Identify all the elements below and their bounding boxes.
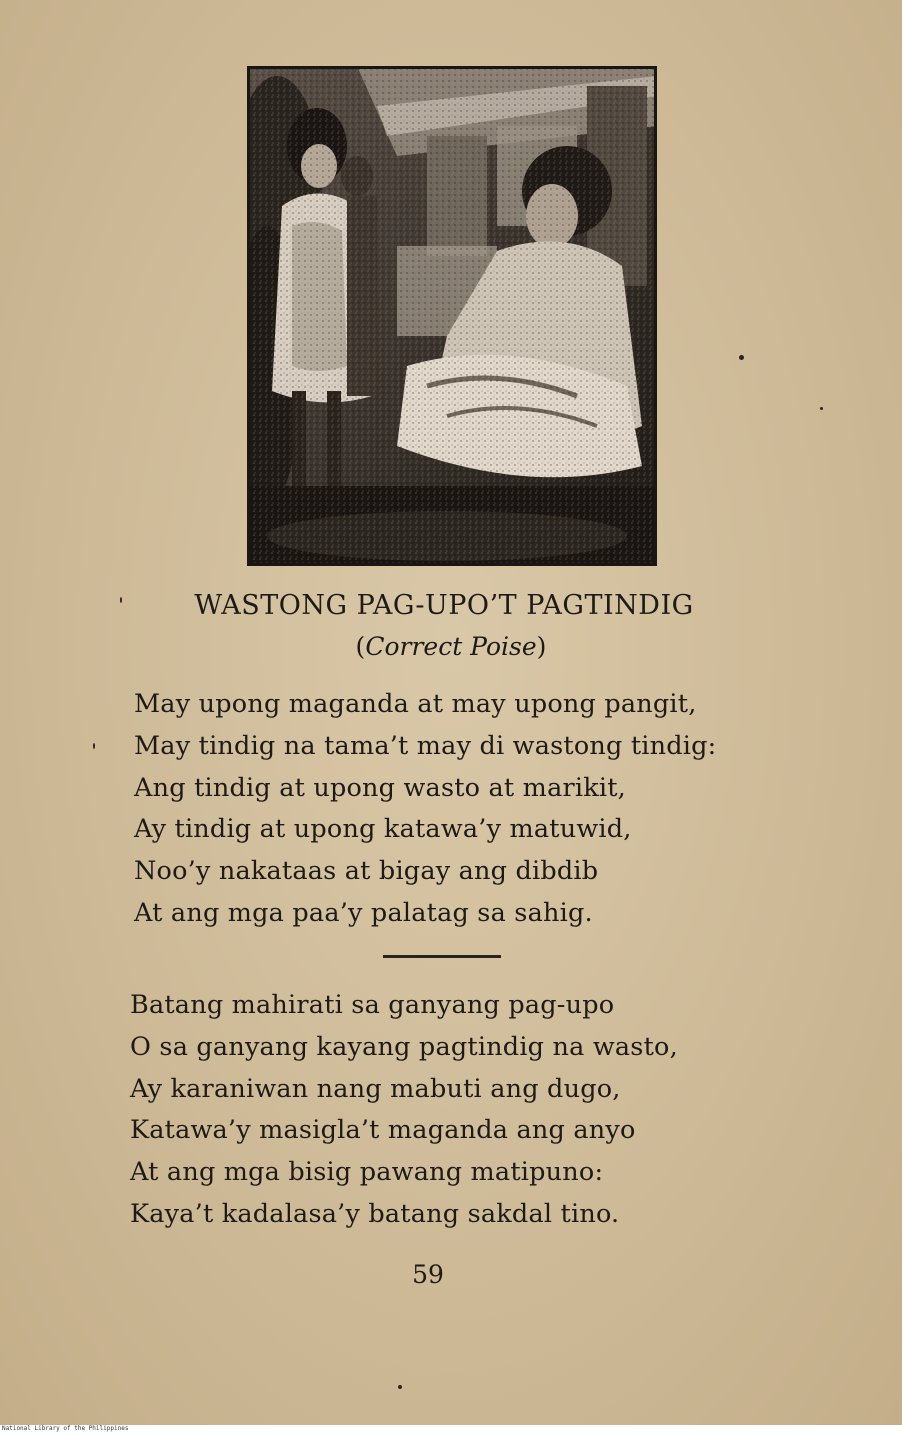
poem-line: O sa ganyang kayang pagtindig na wasto, bbox=[130, 1031, 678, 1062]
poem-stanza-1 bbox=[134, 684, 716, 935]
poem-subtitle bbox=[0, 632, 902, 661]
poem-line: At ang mga paa’y palatag sa sahig. bbox=[134, 897, 593, 928]
paper-speck bbox=[820, 407, 823, 410]
poem-line: Ang tindig at upong wasto at marikit, bbox=[134, 772, 626, 803]
footer-strip bbox=[0, 1425, 902, 1433]
poem-line: Katawa’y masigla’t maganda ang anyo bbox=[130, 1115, 636, 1146]
poem-line: May upong maganda at may upong pangit, bbox=[134, 689, 697, 719]
paper-speck bbox=[120, 597, 122, 603]
subtitle-english: Correct Poise bbox=[365, 632, 537, 661]
poem-line: Ay karaniwan nang mabuti ang dugo, bbox=[130, 1073, 621, 1104]
paper-speck bbox=[739, 355, 744, 360]
poem-line: Kaya’t kadalasa’y batang sakdal tino. bbox=[130, 1198, 620, 1229]
paper-speck bbox=[398, 1385, 402, 1389]
poem-line: At ang mga bisig pawang matipuno: bbox=[130, 1157, 604, 1188]
poem-title: WASTONG PAG-UPO’T PAGTINDIG bbox=[194, 590, 694, 621]
poem-line: Batang mahirati sa ganyang pag-upo bbox=[130, 990, 615, 1020]
page-number: 59 bbox=[412, 1260, 444, 1289]
poem-line: Noo’y nakataas at bigay ang dibdib bbox=[134, 856, 599, 887]
paper-speck bbox=[93, 743, 95, 749]
poem-line: May tindig na tama’t may di wastong tindig: bbox=[134, 730, 717, 761]
stanza-divider bbox=[383, 955, 501, 958]
footer-credit: National Library of the Philippines bbox=[2, 1425, 129, 1432]
photo-illustration bbox=[247, 66, 657, 566]
subtitle-close-paren: ) bbox=[536, 632, 547, 661]
poem-stanza-2 bbox=[130, 985, 678, 1236]
photograph-children-poise bbox=[247, 66, 657, 566]
poem-line: Ay tindig at upong katawa’y matuwid, bbox=[134, 814, 632, 845]
subtitle-open-paren: ( bbox=[355, 632, 366, 661]
